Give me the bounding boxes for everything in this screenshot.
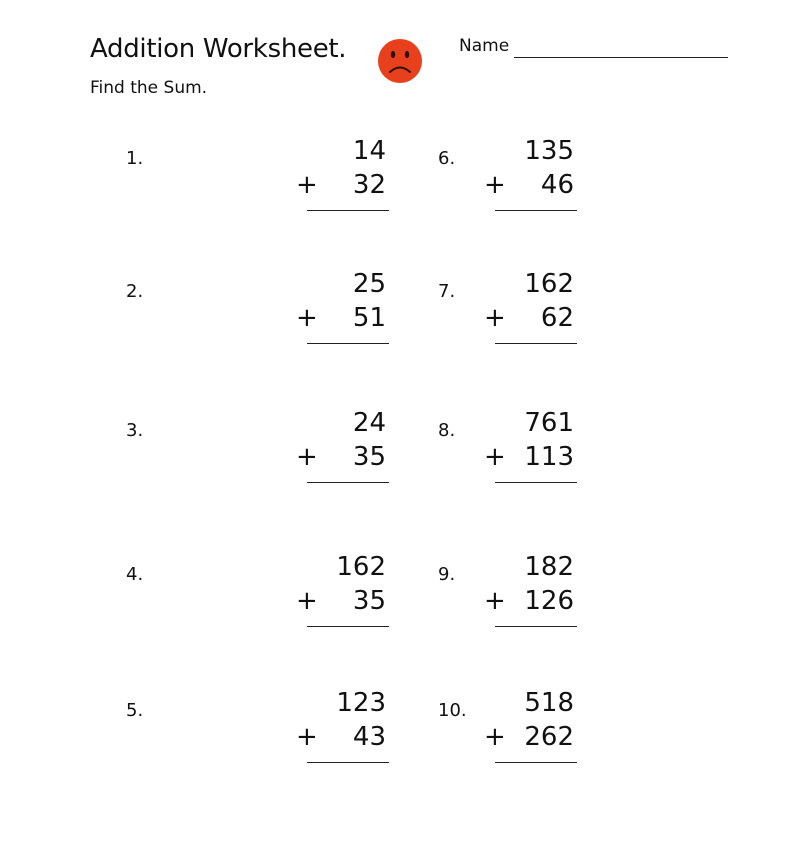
- problem-7: [438, 269, 574, 359]
- problem-3: [126, 408, 386, 498]
- bottom-operand: 113: [524, 442, 574, 472]
- bottom-operand: 35: [352, 586, 386, 616]
- top-operand: 162: [336, 552, 386, 582]
- answer-line[interactable]: [495, 343, 577, 344]
- top-operand: 25: [352, 269, 386, 299]
- bottom-operand: 262: [524, 722, 574, 752]
- top-operand: 14: [352, 136, 386, 166]
- plus-sign: +: [484, 722, 506, 752]
- answer-line[interactable]: [495, 762, 577, 763]
- bottom-row: [484, 303, 574, 423]
- answer-line[interactable]: [495, 210, 577, 211]
- answer-line[interactable]: [307, 210, 389, 211]
- problem-1: [126, 136, 386, 226]
- sad-face-icon: [377, 38, 423, 84]
- problem-number: 5.: [126, 700, 144, 721]
- problem-number: 10.: [438, 700, 467, 721]
- answer-line[interactable]: [495, 626, 577, 627]
- plus-sign: +: [296, 442, 318, 472]
- bottom-row: [296, 442, 386, 562]
- top-operand: 518: [524, 688, 574, 718]
- bottom-operand: 46: [540, 170, 574, 200]
- problem-10: [438, 688, 574, 778]
- plus-sign: +: [296, 170, 318, 200]
- problem-5: [126, 688, 386, 778]
- problem-2: [126, 269, 386, 359]
- answer-line[interactable]: [307, 482, 389, 483]
- problem-4: [126, 552, 386, 642]
- problem-8: [438, 408, 574, 498]
- plus-sign: +: [484, 170, 506, 200]
- answer-line[interactable]: [495, 482, 577, 483]
- problem-number: 6.: [438, 148, 456, 169]
- bottom-row: [296, 303, 386, 423]
- top-operand: 24: [352, 408, 386, 438]
- worksheet-instructions: Find the Sum.: [90, 78, 208, 98]
- bottom-row: [484, 722, 574, 842]
- top-operand: 182: [524, 552, 574, 582]
- plus-sign: +: [484, 303, 506, 333]
- problem-number: 7.: [438, 281, 456, 302]
- bottom-operand: 126: [524, 586, 574, 616]
- bottom-operand: 51: [352, 303, 386, 333]
- problem-number: 4.: [126, 564, 144, 585]
- problem-6: [438, 136, 574, 226]
- bottom-row: [296, 722, 386, 842]
- problem-number: 1.: [126, 148, 144, 169]
- problem-9: [438, 552, 574, 642]
- bottom-operand: 35: [352, 442, 386, 472]
- problem-number: 2.: [126, 281, 144, 302]
- answer-line[interactable]: [307, 762, 389, 763]
- problem-number: 8.: [438, 420, 456, 441]
- plus-sign: +: [484, 442, 506, 472]
- bottom-operand: 62: [540, 303, 574, 333]
- problem-number: 3.: [126, 420, 144, 441]
- top-operand: 761: [524, 408, 574, 438]
- name-input-line[interactable]: [514, 57, 728, 58]
- plus-sign: +: [484, 586, 506, 616]
- worksheet-title: Addition Worksheet.: [90, 34, 347, 64]
- top-operand: 162: [524, 269, 574, 299]
- answer-line[interactable]: [307, 626, 389, 627]
- top-operand: 135: [524, 136, 574, 166]
- bottom-operand: 43: [352, 722, 386, 752]
- bottom-operand: 32: [352, 170, 386, 200]
- plus-sign: +: [296, 303, 318, 333]
- answer-line[interactable]: [307, 343, 389, 344]
- problem-number: 9.: [438, 564, 456, 585]
- top-operand: 123: [336, 688, 386, 718]
- plus-sign: +: [296, 586, 318, 616]
- name-label: Name: [459, 36, 510, 56]
- bottom-row: [484, 442, 574, 562]
- plus-sign: +: [296, 722, 318, 752]
